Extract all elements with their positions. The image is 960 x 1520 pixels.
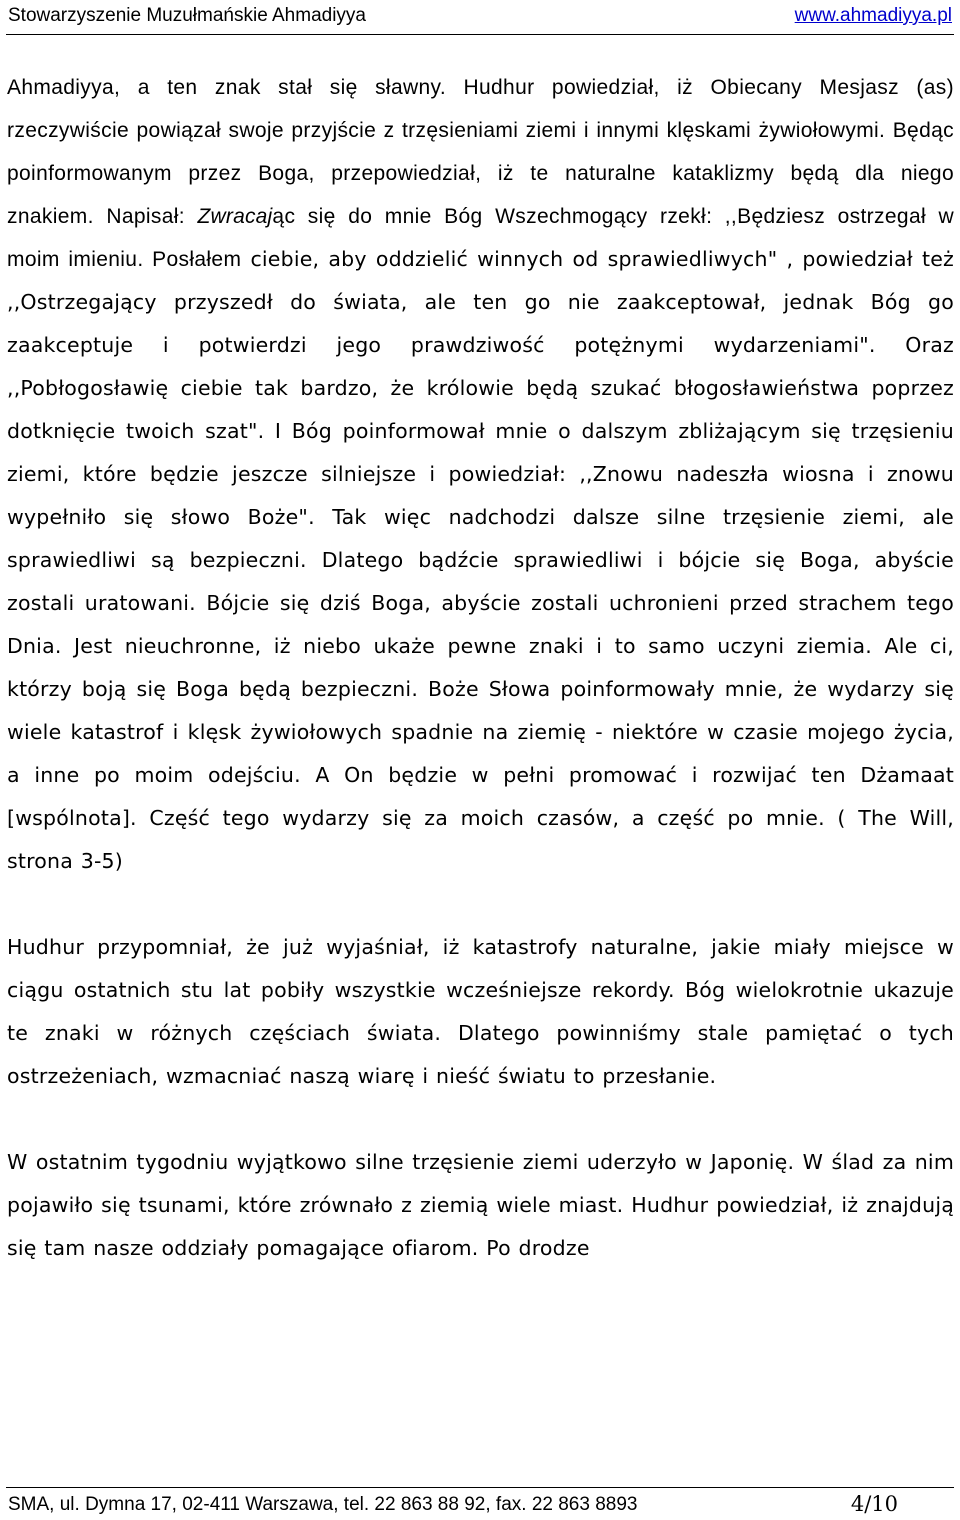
paragraph-prophecy <box>7 66 954 883</box>
paragraph-text: ąc się do mnie Bóg Wszechmogący rzekł: ,,Będziesz ostrzegał w moim imieniu. Posłałem <box>7 205 954 271</box>
paragraph-reminder: Hudhur przypomniał, że już wyjaśniał, iż katastrofy naturalne, jakie miały miejsce w ciągu ostatnich stu lat pobiły wszystkie wcześniejsze rekordy. Bóg wielokrotnie ukazuje te znaki w różnych częściach świata. Dlatego powinniśmy stale pamiętać o tych ostrzeżeniach, wzmacniać naszą wiarę i nieść światu to przesłanie. <box>7 935 954 1088</box>
paragraph-japan: W ostatnim tygodniu wyjątkowo silne trzęsienie ziemi uderzyło w Japonię. W ślad za nim pojawiło się tsunami, które zrównało z ziemią wiele miast. Hudhur powiedział, iż znajdują się tam nasze oddziały pomagające ofiarom. Po drodze <box>7 1150 954 1260</box>
paragraph-text: Ahmadiyya, a ten znak stał się sławny. Hudhur powiedział, iż Obiecany Mesjasz (as) rzeczywiście powiązał swoje przyjście z trzęsieniami ziemi i innymi klęskami żywiołowymi. Będąc poinformowanym przez Boga, przepowiedział, iż te naturalne kataklizmy będą dla niego znakiem. Napisał: <box>7 76 954 228</box>
footer-divider <box>6 1487 954 1488</box>
header-divider <box>6 34 954 35</box>
footer-address: SMA, ul. Dymna 17, 02-411 Warszawa, tel. 22 863 88 92, fax. 22 863 8893 <box>8 1494 638 1515</box>
document-body <box>7 66 954 1270</box>
page-number: 4/10 <box>850 1492 898 1516</box>
paragraph-text: ciebie, aby oddzielić winnych od sprawiedliwych" , powiedział też ,,Ostrzegający przyszedł do świata, ale ten go nie zaakceptował, jednak Bóg go zaakceptuje i potwierdzi jego prawdziwość potężnymi wydarzeniami". Oraz ,,Pobłogosławię ciebie tak bardzo, że królowie będą szukać błogosławieństwa poprzez dotknięcie twoich szat". I Bóg poinformował mnie o dalszym zbliżającym się trzęsieniu ziemi, które będzie jeszcze silniejsze i powiedział: ,,Znowu nadeszła wiosna i znowu wypełniło się słowo Boże". Tak więc nadchodzi dalsze silne trzęsienie ziemi, ale sprawiedliwi są bezpieczni. Dlatego bądźcie sprawiedliwi i bójcie się Boga, abyście zostali uratowani. Bójcie się dziś Boga, abyście zostali uchronieni przed strachem tego Dnia. Jest nieuchronne, iż niebo ukaże pewne znaki i to samo uczyni ziemia. Ale ci, którzy boją się Boga będą bezpieczni. Boże Słowa poinformowały mnie, że wydarzy się wiele katastrof i klęsk żywiołowych spadnie na ziemię - niektóre w czasie mojego życia, a inne po moim odejściu. A On będzie w pełni promować i rozwijać ten Dżamaat [wspólnota]. Część tego wydarzy się za moich czasów, a część po mnie. ( The Will, strona 3-5) <box>7 247 954 873</box>
website-link[interactable]: www.ahmadiyya.pl <box>794 5 952 26</box>
organization-name: Stowarzyszenie Muzułmańskie Ahmadiyya <box>8 5 366 26</box>
page-header <box>0 0 960 34</box>
italic-quote-text: Zwracaj <box>197 205 273 228</box>
